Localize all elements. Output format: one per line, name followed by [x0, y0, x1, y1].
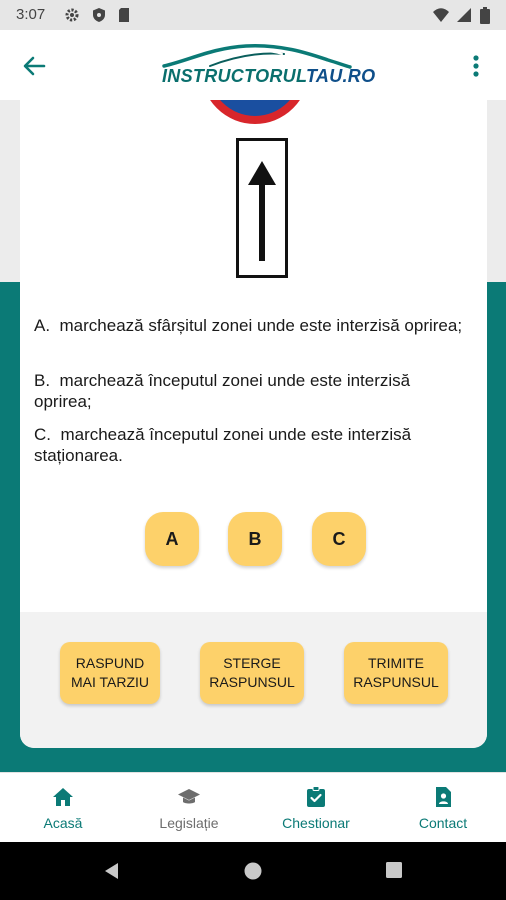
question-card — [20, 100, 487, 748]
road-sign-image — [200, 100, 310, 130]
nav-item-contact[interactable] — [380, 773, 506, 843]
answer-later-line1: RASPUND — [75, 655, 145, 671]
system-back-icon[interactable] — [102, 861, 122, 881]
option-label: marchează începutul zonei unde este interzisă oprirea; — [34, 371, 411, 411]
option-letter: B. — [34, 371, 51, 390]
submit-answer-button[interactable] — [344, 642, 448, 704]
logo-text — [162, 66, 375, 87]
road-marking-panel — [236, 138, 288, 278]
sd-card-icon — [118, 7, 130, 23]
app-bar — [0, 30, 506, 100]
nav-label-quiz: Chestionar — [282, 815, 350, 831]
action-bar — [20, 612, 487, 748]
clipboard-check-icon — [304, 785, 328, 809]
answer-c-button[interactable]: C — [312, 512, 366, 566]
arrow-up-icon — [239, 141, 285, 275]
submit-answer-line2: RASPUNSUL — [353, 674, 439, 690]
answer-later-button[interactable] — [60, 642, 160, 704]
system-home-icon[interactable] — [243, 861, 263, 881]
option-label: marchează sfârșitul zonei unde este interzisă oprirea; — [59, 316, 463, 335]
battery-icon — [480, 7, 490, 24]
option-c-text — [34, 424, 464, 466]
system-navigation-bar — [0, 842, 506, 900]
gear-icon — [64, 7, 80, 23]
signal-icon — [456, 7, 472, 23]
nav-item-legislation[interactable] — [126, 773, 252, 843]
clear-answer-line1: STERGE — [223, 655, 281, 671]
nav-label-legislation: Legislație — [159, 815, 219, 831]
option-letter: A. — [34, 316, 51, 335]
graduation-cap-icon — [177, 785, 201, 809]
answer-a-button[interactable]: A — [145, 512, 199, 566]
clear-answer-line2: RASPUNSUL — [209, 674, 295, 690]
logo-text-part1: INSTRUCTORUL — [162, 66, 306, 86]
arrow-left-icon[interactable] — [18, 50, 50, 82]
more-vert-icon[interactable] — [464, 50, 488, 82]
nav-label-contact: Contact — [418, 815, 468, 831]
nav-item-quiz[interactable] — [253, 773, 379, 843]
option-b-text — [34, 370, 464, 412]
status-bar — [0, 0, 506, 30]
answer-later-line2: MAI TARZIU — [70, 674, 150, 690]
home-icon — [51, 785, 75, 809]
status-time: 3:07 — [16, 6, 46, 23]
submit-answer-line1: TRIMITE — [368, 655, 424, 671]
contact-card-icon — [431, 785, 455, 809]
app-logo — [150, 40, 376, 94]
clear-answer-button[interactable] — [200, 642, 304, 704]
nav-label-home: Acasă — [43, 815, 83, 831]
option-a-text — [34, 315, 464, 336]
nav-item-home[interactable] — [0, 773, 126, 843]
logo-text-part2: TAU.RO — [305, 66, 376, 86]
shield-icon — [92, 7, 106, 23]
answer-b-button[interactable]: B — [228, 512, 282, 566]
option-letter: C. — [34, 425, 51, 444]
wifi-icon — [432, 7, 450, 23]
system-recents-icon[interactable] — [385, 861, 403, 879]
option-label: marchează începutul zonei unde este interzisă staționarea. — [34, 425, 412, 465]
bottom-navigation — [0, 772, 506, 842]
